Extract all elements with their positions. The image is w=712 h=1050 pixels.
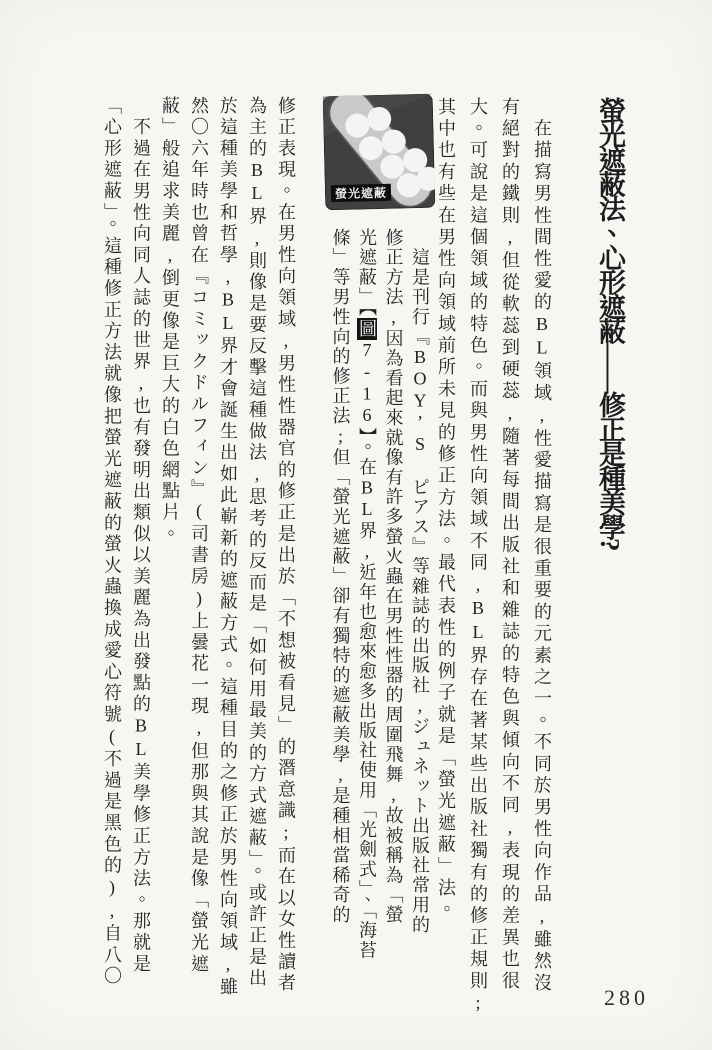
text-after-figure-ref: 7-16】。在BL界,近年也愈來愈多出版社使用「光劍式」、「海苔	[357, 339, 377, 961]
text-column-10: 為主的BL界,則像是要反擊這種做法,思考的反而是「如何用最美的方式遮蔽」。或許正是出	[247, 96, 267, 990]
paragraph-block-3	[97, 96, 300, 999]
fluorescent-shield-illustration	[323, 94, 436, 211]
text-column-7	[354, 228, 381, 960]
paragraph-block-1	[430, 97, 558, 1016]
page-number: 280	[604, 985, 649, 1010]
text-column-2: 有絕對的鐵則,但從軟蕊到硬蕊,隨著每間出版社和雜誌的特色與傾向不同,表現的差異也很	[500, 97, 520, 993]
text-column-3: 大。可說是這個領域的特色。而與男性向領域不同,BL界存在著某些出版社獨有的修正規則;	[468, 97, 488, 1017]
text-column-8: 條」等男性向的修正法;但「螢光遮蔽」卻有獨特的遮蔽美學,是種相當稀奇的	[330, 228, 351, 925]
text-column-1: 在描寫男性間性愛的BL領域,性愛描寫是很重要的元素之一。不同於男性向作品,雖然沒	[532, 97, 552, 995]
figure-label: 螢光遮蔽	[334, 185, 388, 202]
text-column-4: 其中也有些在男性向領域前所未見的修正方法。最代表性的例子就是「螢光遮蔽」法。	[436, 97, 456, 922]
text-column-13: 蔽」般追求美麗,倒更像是巨大的白色網點片。	[160, 96, 180, 546]
text-column-12: 然〇六年時也曾在『コミックドルフィン』(司書房)上曇花一現,但那與其說是像「螢光遮	[189, 96, 209, 976]
section-title: 螢光遮蔽法、心形遮蔽——修正是種美學?	[595, 97, 625, 549]
figure-fluorescent-shield-image	[323, 94, 436, 211]
text-column-6: 修正方法,因為看起來就像有許多螢火蟲在男性性器的周圍飛舞,故被稱為「螢	[383, 228, 404, 925]
paragraph-block-2	[327, 228, 433, 960]
figure-reference-icon: 圖	[357, 319, 377, 339]
text-column-15: 「心形遮蔽」。這種修正方法就像把螢光遮蔽的螢火蟲換成愛心符號(不過是黑色的),自八〇	[102, 96, 122, 988]
text-column-11: 於這種美學和哲學,BL界才會誕生出如此嶄新的遮蔽方式。這種目的之修正於男性向領域,雖	[218, 96, 238, 999]
text-column-5: 這是刊行『BOY’S ピアス』等雜誌的出版社,ジュネット出版社常用的	[410, 228, 430, 935]
text-column-14: 不過在男性向同人誌的世界,也有發明出類似以美麗為出發點的BL美學修正方法。那就是	[131, 96, 151, 976]
text-column-9: 修正表現。在男性向領域,男性性器官的修正是出於「不想被看見」的潛意識;而在以女性讀者	[276, 96, 296, 995]
text-before-figure-ref: 光遮蔽」【	[357, 228, 377, 318]
